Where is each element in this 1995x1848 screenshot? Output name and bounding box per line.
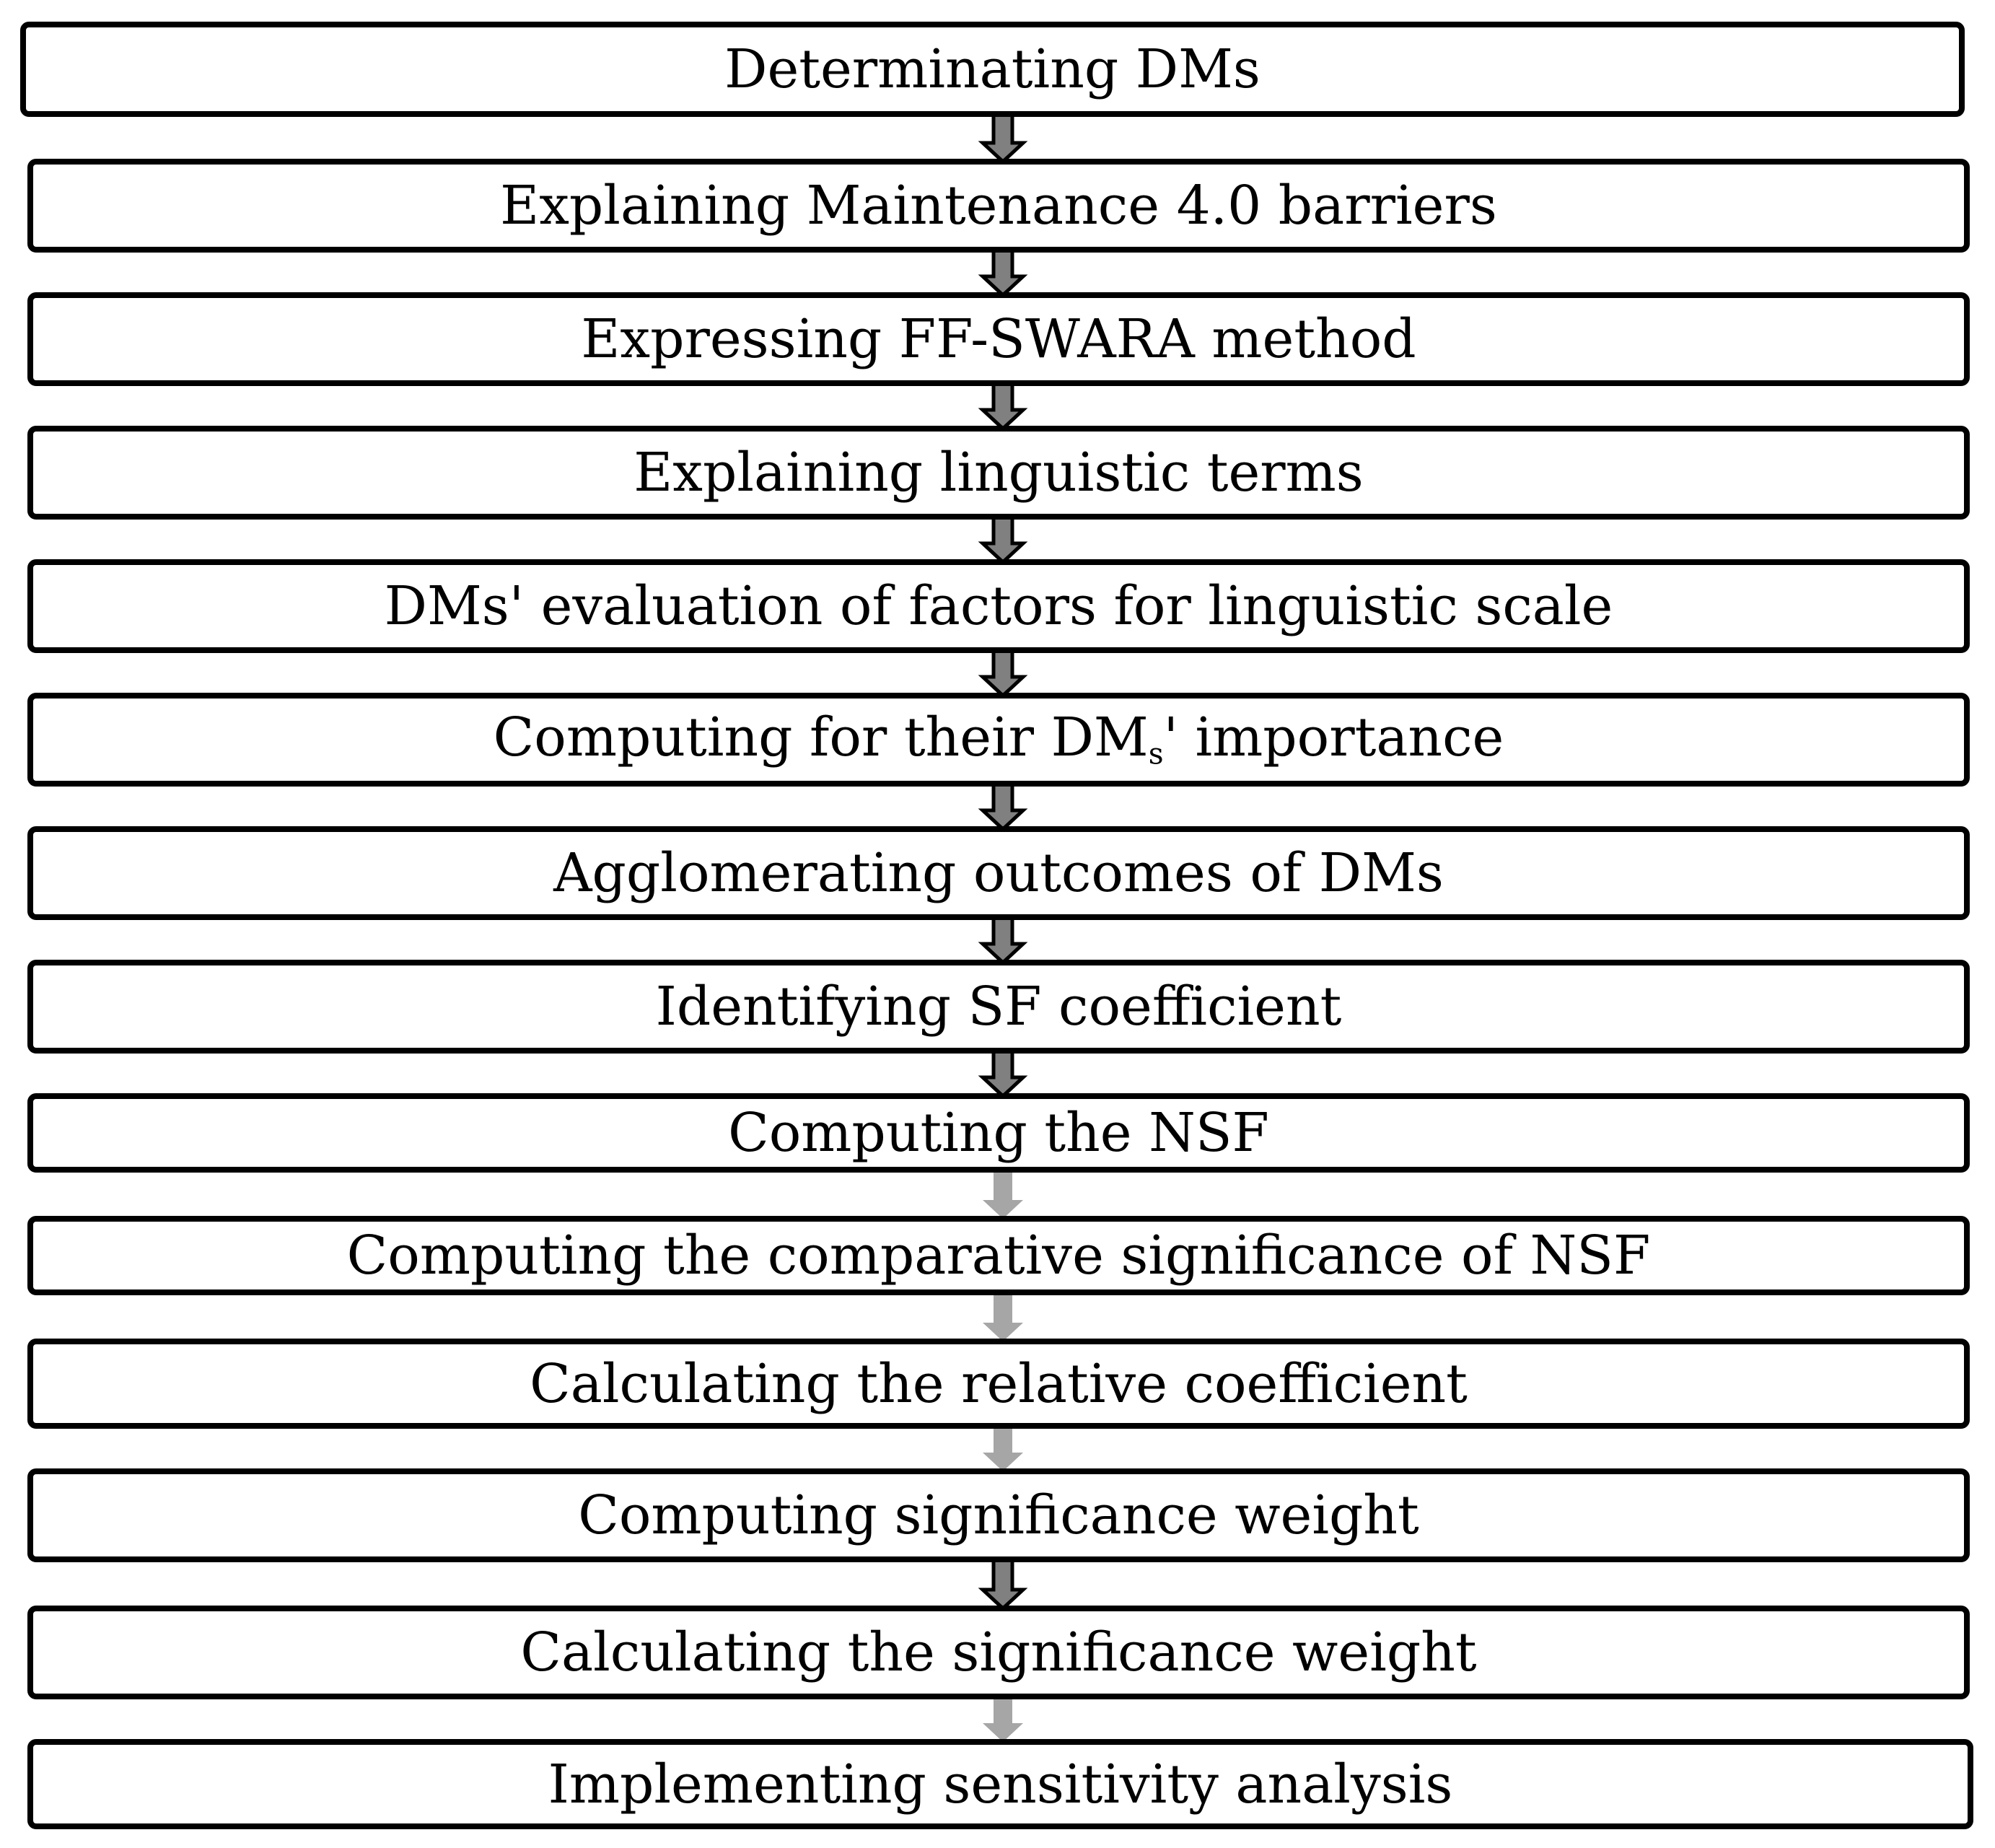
step-identifying-sf (27, 960, 1970, 1054)
down-arrow-icon (981, 1051, 1025, 1096)
step-explaining-barriers (27, 159, 1970, 253)
step-sensitivity-analysis (27, 1739, 1973, 1829)
step-label (493, 706, 1504, 771)
step-label: DMs' evaluation of factors for linguistic scale (384, 575, 1613, 637)
step-label: Identifying SF coefficient (655, 976, 1342, 1038)
step-agglomerating-outcomes (27, 826, 1970, 920)
down-arrow-icon (981, 383, 1025, 429)
down-arrow-icon (981, 114, 1025, 162)
step-determinating-dms (20, 22, 1965, 117)
step-dms-evaluation (27, 559, 1970, 653)
down-arrow-icon (981, 1426, 1025, 1471)
step-label: Expressing FF-SWARA method (581, 308, 1416, 370)
step-computing-weight (27, 1468, 1970, 1562)
step-calculating-weight (27, 1606, 1970, 1699)
down-arrow-icon (981, 1696, 1025, 1742)
step-label-subscript: s (1148, 736, 1164, 771)
down-arrow-icon (981, 1559, 1025, 1608)
step-label: Calculating the relative coefficient (530, 1352, 1468, 1415)
step-computing-nsf (27, 1093, 1970, 1173)
down-arrow-icon (981, 1170, 1025, 1219)
step-expressing-method (27, 292, 1970, 386)
down-arrow-icon (981, 650, 1025, 696)
step-label: Agglomerating outcomes of DMs (553, 842, 1444, 904)
down-arrow-icon (981, 517, 1025, 562)
step-label: Computing significance weight (578, 1484, 1419, 1546)
step-dms-importance (27, 693, 1970, 787)
step-label: Calculating the significance weight (520, 1621, 1477, 1683)
step-label: Computing the comparative significance of NSF (346, 1225, 1651, 1287)
step-label: Explaining Maintenance 4.0 barriers (500, 175, 1497, 237)
down-arrow-icon (981, 1292, 1025, 1341)
down-arrow-icon (981, 250, 1025, 295)
step-label: Determinating DMs (724, 38, 1260, 100)
step-label: Computing the NSF (728, 1102, 1269, 1164)
down-arrow-icon (981, 784, 1025, 829)
down-arrow-icon (981, 917, 1025, 963)
step-label-main: Computing for their DM (493, 706, 1149, 768)
step-relative-coefficient (27, 1339, 1970, 1429)
step-comparative-significance (27, 1216, 1970, 1295)
step-label: Explaining linguistic terms (633, 442, 1364, 504)
step-linguistic-terms (27, 426, 1970, 520)
step-label: Implementing sensitivity analysis (548, 1753, 1453, 1816)
step-label-suffix: ' importance (1163, 706, 1504, 768)
